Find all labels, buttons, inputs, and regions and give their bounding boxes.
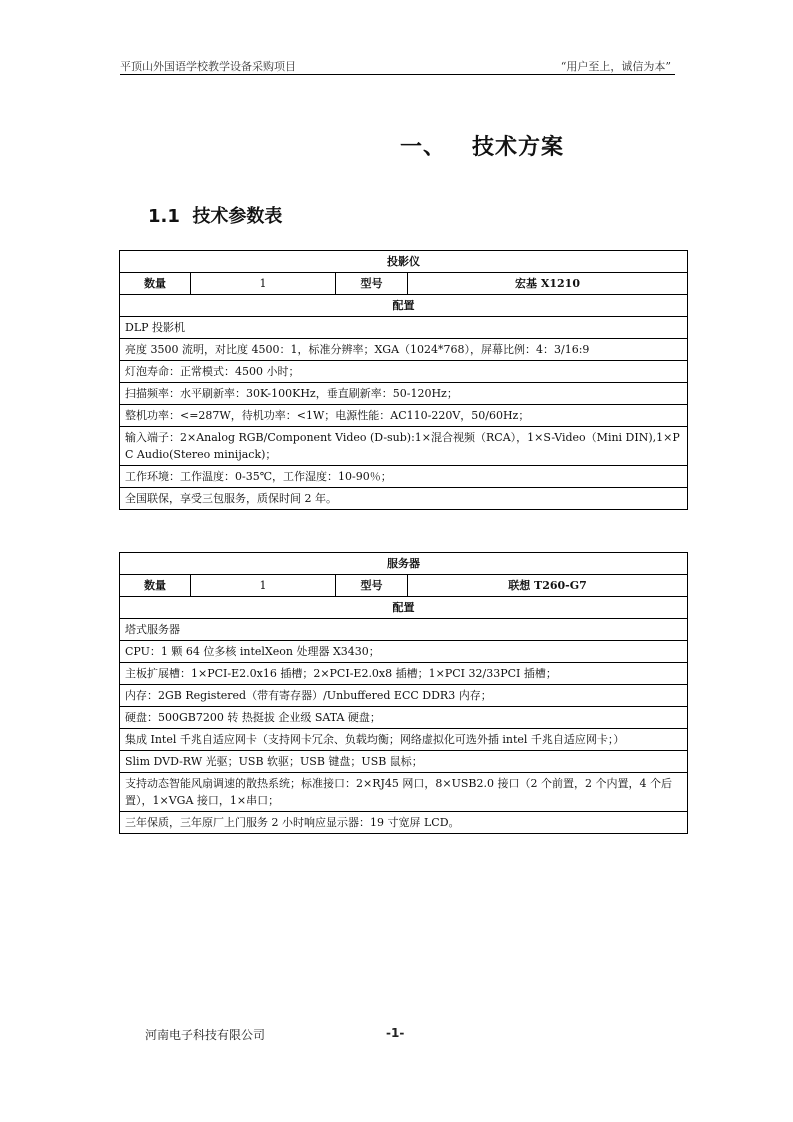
table-row [120, 663, 688, 685]
chapter-number: 一、 [400, 135, 447, 160]
spec-row-text: 支持动态智能风扇调速的散热系统；标准接口：2×RJ45 网口，8×USB2.0 接口（2 个前置，2 个内置，4 个后置），1×VGA 接口，1×串口； [120, 773, 688, 812]
quantity-value: 1 [191, 273, 336, 295]
table-row [120, 383, 688, 405]
spec-row-text: 工作环境：工作温度：0-35℃，工作湿度：10-90％； [120, 466, 688, 488]
spec-row-text: 整机功率：<=287W，待机功率：<1W；电源性能：AC110-220V，50/60Hz； [120, 405, 688, 427]
spec-row-text: 全国联保，享受三包服务，质保时间 2 年。 [120, 488, 688, 510]
server-spec-table [119, 552, 688, 834]
spec-row-text: 主板扩展槽：1×PCI-E2.0x16 插槽；2×PCI-E2.0x8 插槽；1×PCI 32/33PCI 插槽； [120, 663, 688, 685]
table-info-row [120, 575, 688, 597]
model-value: 宏基 X1210 [408, 273, 688, 295]
page-header [120, 57, 675, 75]
spec-row-text: DLP 投影机 [120, 317, 688, 339]
config-header-row [120, 597, 688, 619]
table-row [120, 773, 688, 812]
quantity-label: 数量 [120, 273, 191, 295]
table-row [120, 751, 688, 773]
section-number: 1.1 [148, 206, 180, 227]
header-project-name: 平顶山外国语学校教学设备采购项目 [120, 60, 296, 73]
header-slogan: “用户至上，诚信为本” [560, 60, 671, 73]
spec-row-text: 扫描频率：水平刷新率：30K-100KHz，垂直刷新率：50-120Hz； [120, 383, 688, 405]
section-heading [148, 202, 282, 228]
table-row [120, 361, 688, 383]
table-row [120, 641, 688, 663]
projector-spec-table [119, 250, 688, 510]
table-title: 投影仪 [120, 251, 688, 273]
footer-company: 河南电子科技有限公司 [145, 1028, 266, 1042]
table-title-row [120, 553, 688, 575]
table-row [120, 729, 688, 751]
table-row [120, 427, 688, 466]
spec-row-text: 硬盘：500GB7200 转 热挺拔 企业级 SATA 硬盘； [120, 707, 688, 729]
page-number: -1- [386, 1026, 405, 1040]
spec-row-text: 三年保质，三年原厂上门服务 2 小时响应显示器：19 寸宽屏 LCD。 [120, 812, 688, 834]
config-label: 配置 [120, 295, 688, 317]
table-row [120, 488, 688, 510]
table-row [120, 466, 688, 488]
spec-row-text: 亮度 3500 流明，对比度 4500：1，标准分辨率；XGA（1024*768），屏幕比例：4：3/16:9 [120, 339, 688, 361]
chapter-title: 技术方案 [472, 135, 565, 160]
chapter-heading [400, 130, 564, 161]
spec-row-text: 内存：2GB Registered（带有寄存器）/Unbuffered ECC DDR3 内存； [120, 685, 688, 707]
table-row [120, 619, 688, 641]
spec-row-text: Slim DVD-RW 光驱；USB 软驱；USB 键盘；USB 鼠标； [120, 751, 688, 773]
config-label: 配置 [120, 597, 688, 619]
spec-row-text: CPU：1 颗 64 位多核 intelXeon 处理器 X3430； [120, 641, 688, 663]
table-row [120, 685, 688, 707]
spec-row-text: 灯泡寿命：正常模式：4500 小时； [120, 361, 688, 383]
table-info-row [120, 273, 688, 295]
table-row [120, 317, 688, 339]
model-value: 联想 T260-G7 [408, 575, 688, 597]
table-row [120, 812, 688, 834]
model-label: 型号 [336, 575, 408, 597]
spec-row-text: 输入端子：2×Analog RGB/Component Video (D-sub):1×混合视频（RCA），1×S-Video（Mini DIN),1×PC Audio(Stereo minijack)； [120, 427, 688, 466]
table-row [120, 707, 688, 729]
quantity-label: 数量 [120, 575, 191, 597]
table-row [120, 339, 688, 361]
table-title: 服务器 [120, 553, 688, 575]
spec-row-text: 集成 Intel 千兆自适应网卡（支持网卡冗余、负载均衡；网络虚拟化可选外插 intel 千兆自适应网卡；） [120, 729, 688, 751]
table-row [120, 405, 688, 427]
spec-row-text: 塔式服务器 [120, 619, 688, 641]
quantity-value: 1 [191, 575, 336, 597]
model-label: 型号 [336, 273, 408, 295]
config-header-row [120, 295, 688, 317]
section-title: 技术参数表 [192, 206, 283, 227]
table-title-row [120, 251, 688, 273]
